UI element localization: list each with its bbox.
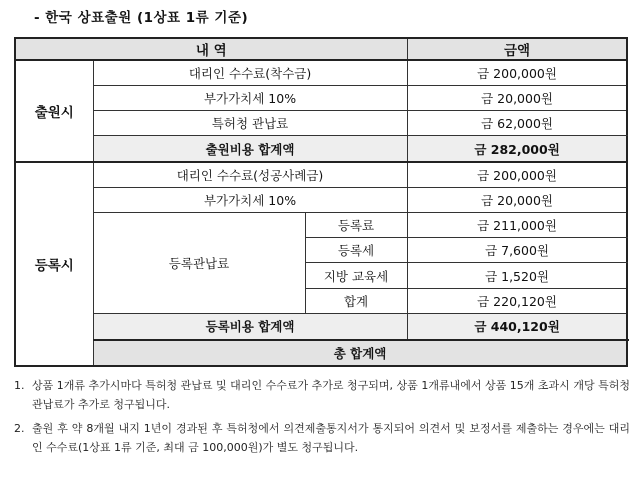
table-header-row [15, 38, 627, 60]
row-label: 등록세 [305, 238, 407, 263]
row-amount: 금 200,000원 [407, 60, 627, 85]
row-amount: 금 20,000원 [407, 187, 627, 212]
table-row [15, 85, 627, 110]
note-number: 2. [14, 422, 25, 435]
row-amount: 금 200,000원 [407, 162, 627, 187]
grand-total-label: 총 합계액 [93, 340, 627, 366]
fee-table [14, 37, 628, 367]
subtotal-amount: 금 282,000원 [407, 136, 627, 162]
subtotal-label: 출원비용 합계액 [93, 136, 407, 162]
section-registration: 등록시 [15, 162, 93, 366]
notes [10, 376, 630, 462]
row-label: 등록료 [305, 212, 407, 237]
row-label: 부가가치세 10% [93, 187, 407, 212]
row-label: 특허청 관납료 [93, 110, 407, 135]
official-fee-group: 등록관납료 [93, 212, 305, 313]
row-label: 대리인 수수료(착수금) [93, 60, 407, 85]
row-amount: 금 62,000원 [407, 110, 627, 135]
note-item [10, 376, 630, 414]
table-row [15, 110, 627, 135]
header-item: 내 역 [15, 38, 407, 60]
table-row [15, 187, 627, 212]
row-label: 부가가치세 10% [93, 85, 407, 110]
table-row [15, 162, 627, 187]
row-amount: 금 211,000원 [407, 212, 627, 237]
header-amount: 금액 [407, 38, 627, 60]
section-filing: 출원시 [15, 60, 93, 162]
row-label: 합계 [305, 288, 407, 313]
page-heading: - 한국 상표출원 (1상표 1류 기준) [34, 10, 249, 26]
note-number: 1. [14, 379, 25, 392]
row-label: 지방 교육세 [305, 263, 407, 288]
row-amount: 금 220,120원 [407, 288, 627, 313]
row-amount: 금 1,520원 [407, 263, 627, 288]
row-amount: 금 20,000원 [407, 85, 627, 110]
note-item [10, 419, 630, 457]
row-amount: 금 7,600원 [407, 238, 627, 263]
note-text: 출원 후 약 8개월 내지 1년이 경과된 후 특허청에서 의견제출통지서가 통지되어 의견서 및 보정서를 제출하는 경우에는 대리인 수수료(1상표 1류 기준, 최대 금 100,000원)가 별도 청구됩니다. [32, 422, 630, 454]
table-row [15, 60, 627, 85]
subtotal-label: 등록비용 합계액 [93, 313, 407, 339]
row-label: 대리인 수수료(성공사례금) [93, 162, 407, 187]
subtotal-row-registration [15, 313, 627, 339]
subtotal-amount: 금 440,120원 [407, 313, 627, 339]
grand-total-row [15, 340, 627, 366]
subtotal-row-filing [15, 136, 627, 162]
table-row [15, 212, 627, 237]
note-text: 상품 1개류 추가시마다 특허청 관납료 및 대리인 수수료가 추가로 청구되며, 상품 1개류내에서 상품 15개 초과시 개당 특허청 관납료가 추가로 청구됩니다. [32, 379, 630, 411]
